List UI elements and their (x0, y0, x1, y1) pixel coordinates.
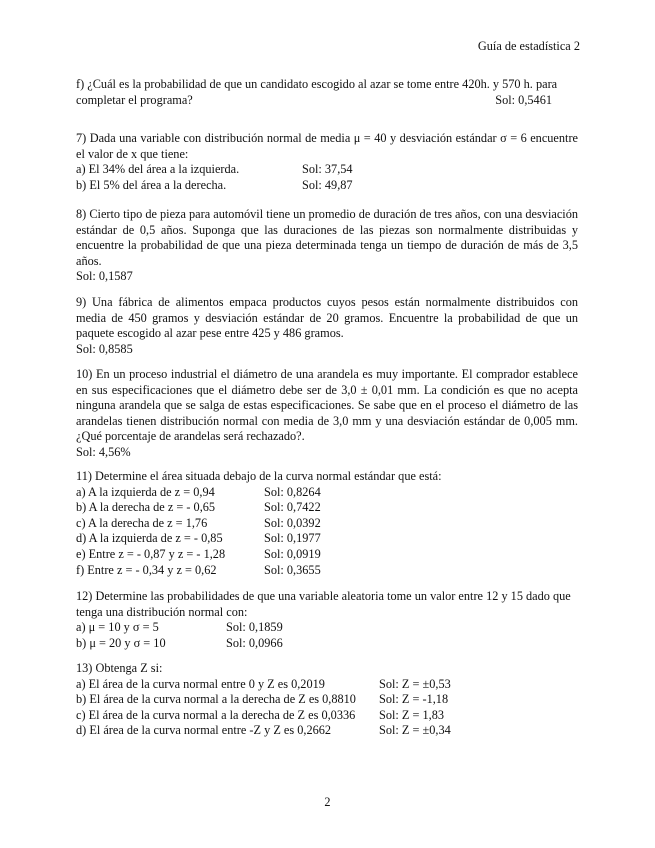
item-solution: Sol: 0,7422 (264, 500, 321, 515)
item-question: d) El área de la curva normal entre -Z y Z es 0,2662 (76, 723, 332, 738)
problem-7-text: 7) Dada una variable con distribución normal de media μ = 40 y desviación estándar σ = 6 encuentre el valor de x que tiene: (76, 131, 578, 161)
item-question: c) El área de la curva normal a la derecha de Z es 0,0336 (76, 707, 356, 722)
problem-9-text: 9) Una fábrica de alimentos empaca productos cuyos pesos están normalmente distribuidos con media de 450 gramos y desviación estándar de 20 gramos. Encuentre la probabilidad de que un paquete escogido al azar pese entre 425 y 486 gramos. (76, 295, 578, 341)
problem-8-text: 8) Cierto tipo de pieza para automóvil tiene un promedio de duración de tres años, con una desviación estándar de 0,5 años. Suponga que las duraciones de las piezas son normalmente distribuidas y encuentre la probabilidad de que una pieza determinada tenga un tiempo de duración de más de 3,5 años. (76, 207, 578, 268)
item-question: d) A la izquierda de z = - 0,85 (76, 531, 223, 546)
item-solution: Sol: 37,54 (302, 162, 353, 177)
item-solution: Sol: 0,0392 (264, 515, 321, 530)
item-question: a) A la izquierda de z = 0,94 (76, 484, 215, 499)
problem-10-text: 10) En un proceso industrial el diámetro de una arandela es muy importante. El comprador establece en sus especificaciones que el diámetro debe ser de 3,0 ± 0,01 mm. La condición es que no acepta ninguna arandela que se salga de estas especificaciones. Se sabe que en el proceso el diámetro de las arandelas tienen distribución normal con media de 3,0 mm y una desviación estándar de 0,005 mm. ¿Qué porcentaje de arandelas será rechazado?. (76, 367, 578, 444)
item-solution: Sol: 49,87 (302, 177, 353, 192)
problem-f (76, 77, 578, 108)
item-solution: Sol: Z = ±0,34 (379, 723, 451, 738)
problem-12-text: 12) Determine las probabilidades de que una variable aleatoria tome un valor entre 12 y 15 dado que tenga una distribución normal con: (76, 589, 571, 619)
item-question: c) A la derecha de z = 1,76 (76, 515, 208, 530)
problem-11-text: 11) Determine el área situada debajo de la curva normal estándar que está: (76, 469, 442, 483)
problem-f-line2: completar el programa? (76, 92, 193, 107)
page-header: Guía de estadística 2 (477, 39, 580, 53)
problem-13 (76, 661, 578, 739)
item-question: a) El área de la curva normal entre 0 y Z es 0,2019 (76, 676, 325, 691)
problem-7 (76, 131, 578, 193)
item-question: a) El 34% del área a la izquierda. (76, 162, 240, 177)
item-question: b) El 5% del área a la derecha. (76, 177, 227, 192)
problem-7-item (76, 178, 578, 194)
item-solution: Sol: 0,0919 (264, 546, 321, 561)
problem-f-line1: f) ¿Cuál es la probabilidad de que un candidato escogido al azar se tome entre 420h. y 570 h. para (76, 77, 558, 91)
item-solution: Sol: 0,1859 (226, 620, 283, 635)
problem-9 (76, 295, 578, 357)
item-solution: Sol: 0,3655 (264, 562, 321, 577)
item-solution: Sol: Z = -1,18 (379, 692, 449, 707)
item-solution: Sol: Z = 1,83 (379, 707, 445, 722)
item-question: b) El área de la curva normal a la derecha de Z es 0,8810 (76, 692, 356, 707)
problem-7-item (76, 162, 578, 178)
problem-f-solution: Sol: 0,5461 (495, 92, 552, 107)
item-solution: Sol: 0,8264 (264, 484, 321, 499)
item-question: f) Entre z = - 0,34 y z = 0,62 (76, 562, 217, 577)
item-solution: Sol: 0,1977 (264, 531, 321, 546)
item-solution: Sol: 0,0966 (226, 635, 283, 650)
problem-10 (76, 367, 578, 461)
problem-8-solution: Sol: 0,1587 (76, 269, 133, 284)
page-number: 2 (324, 795, 331, 809)
problem-11 (76, 469, 578, 578)
problem-13-text: 13) Obtenga Z si: (76, 661, 163, 675)
problem-12 (76, 589, 578, 651)
item-solution: Sol: Z = ±0,53 (379, 676, 451, 691)
problem-8 (76, 207, 578, 285)
problem-10-solution: Sol: 4,56% (76, 444, 131, 459)
problem-9-solution: Sol: 0,8585 (76, 341, 133, 356)
item-question: b) A la derecha de z = - 0,65 (76, 500, 216, 515)
item-question: a) μ = 10 y σ = 5 (76, 620, 159, 635)
item-question: b) μ = 20 y σ = 10 (76, 635, 166, 650)
item-question: e) Entre z = - 0,87 y z = - 1,28 (76, 546, 226, 561)
